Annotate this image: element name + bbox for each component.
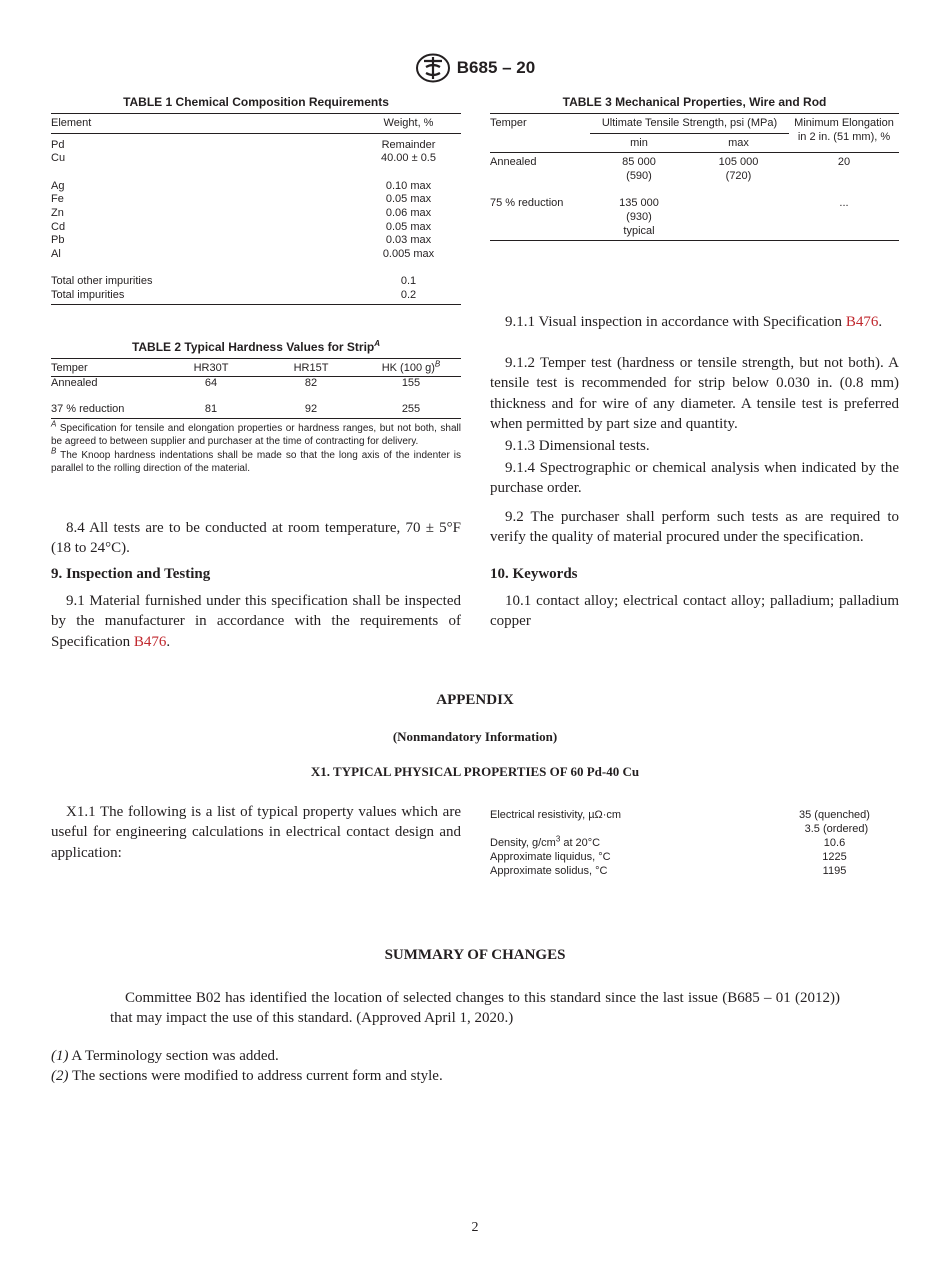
table-cell: Remainder xyxy=(381,138,436,151)
cell-line: typical xyxy=(623,224,655,237)
table-1 xyxy=(51,95,461,305)
summary-item-2 xyxy=(51,1066,461,1086)
paragraph-text: . xyxy=(878,314,883,330)
property-value: 1225 xyxy=(822,850,847,863)
footnote-text: Specification for tensile and elongation properties or hardness ranges, but not both, shall be agreed to between supplier and purchaser at the time of contracting for delivery. xyxy=(51,422,461,448)
physical-properties-list xyxy=(490,809,899,879)
footnote-marker: A xyxy=(51,419,57,429)
column-header: HR15T xyxy=(293,362,329,374)
table-cell: 0.05 max xyxy=(385,220,432,233)
table-2-caption xyxy=(51,340,461,354)
item-number: (1) xyxy=(51,1048,69,1064)
table-row xyxy=(51,133,461,152)
table-cell: 37 % reduction xyxy=(51,403,125,416)
table-row xyxy=(490,153,899,184)
astm-logo-icon xyxy=(415,53,451,83)
table-cell: Zn xyxy=(51,206,64,219)
paragraph-text: 9.1 Material furnished under this specification shall be inspected by the manufacturer in accordance with the requirements of Specification xyxy=(51,593,461,650)
column-header: HR30T xyxy=(193,362,229,374)
section-9-1-3: 9.1.3 Dimensional tests. xyxy=(505,438,650,454)
table-cell: 0.03 max xyxy=(385,234,432,247)
cell-line: (720) xyxy=(725,169,752,182)
table-row xyxy=(51,248,461,262)
section-x1-1: X1.1 The following is a list of typical property values which are useful for engineering calculations in electrical contact design and application: xyxy=(51,804,461,861)
table-2 xyxy=(51,340,461,476)
cell-line: 85 000 xyxy=(622,156,656,169)
heading-keywords: 10. Keywords xyxy=(490,566,578,582)
table-row xyxy=(51,166,461,194)
footnote-marker: A xyxy=(374,339,381,348)
table-cell xyxy=(688,183,789,240)
property-label xyxy=(490,834,770,851)
table-cell: 20 xyxy=(837,156,851,169)
table-cell: Total impurities xyxy=(51,288,125,301)
property-value: 35 (quenched) xyxy=(799,809,870,821)
table-cell: 0.06 max xyxy=(385,206,432,219)
table-cell: Total other impurities xyxy=(51,275,153,288)
section-9-2: 9.2 The purchaser shall perform such tests as are required to verify the quality of material procured under the specification. xyxy=(490,509,899,546)
list-item xyxy=(490,851,899,865)
column-subheader: min xyxy=(630,136,648,149)
summary-intro: Committee B02 has identified the location of selected changes to this standard since the last issue (B685 – 01 (2012)) that may impact the use of this standard. (Approved April 1, 2020.) xyxy=(110,990,840,1027)
table-row xyxy=(51,152,461,166)
table-1-caption: TABLE 1 Chemical Composition Requirements xyxy=(123,95,389,109)
table-header-row xyxy=(51,359,461,377)
table-cell xyxy=(590,183,688,240)
table-3-caption: TABLE 3 Mechanical Properties, Wire and Rod xyxy=(562,95,827,109)
table-cell xyxy=(688,153,789,184)
page-header xyxy=(0,52,950,84)
table-row xyxy=(51,390,461,418)
table-cell: 81 xyxy=(204,403,218,416)
list-item xyxy=(490,865,899,879)
table-row xyxy=(490,183,899,240)
table-cell: Al xyxy=(51,247,61,260)
table-row xyxy=(51,234,461,248)
spec-link-b476[interactable]: B476 xyxy=(133,633,167,650)
section-9-1-1 xyxy=(490,312,899,332)
table-cell: 0.10 max xyxy=(385,179,432,192)
property-label: Electrical resistivity, µΩ·cm xyxy=(490,809,622,821)
table-cell: Annealed xyxy=(51,376,98,389)
appendix-title: APPENDIX xyxy=(436,692,514,708)
item-text: A Terminology section was added. xyxy=(68,1048,279,1064)
table-cell: 0.1 xyxy=(400,275,417,288)
superscript: 3 xyxy=(555,834,561,844)
table-row xyxy=(51,221,461,235)
table-row xyxy=(51,261,461,289)
table-cell: Ag xyxy=(51,179,65,192)
table-header-row xyxy=(490,114,899,134)
table-cell: 255 xyxy=(401,403,421,416)
section-8-4: 8.4 All tests are to be conducted at room temperature, 70 ± 5°F (18 to 24°C). xyxy=(51,520,461,557)
property-value: 3.5 (ordered) xyxy=(804,822,869,835)
column-header: Element xyxy=(51,117,92,129)
cell-line: (930) xyxy=(626,210,652,223)
list-item xyxy=(490,834,899,851)
column-header: Ultimate Tensile Strength, psi (MPa) xyxy=(590,114,789,134)
list-item xyxy=(490,823,899,837)
property-label xyxy=(490,823,762,837)
table-cell: Cd xyxy=(51,220,66,233)
spec-link-b476[interactable]: B476 xyxy=(845,314,879,330)
table-row xyxy=(51,193,461,207)
property-label: Approximate solidus, °C xyxy=(490,864,608,877)
item-number: (2) xyxy=(51,1068,69,1084)
table-cell: 0.2 xyxy=(400,288,417,301)
paragraph-text: 9.1.1 Visual inspection in accordance with Specification xyxy=(505,314,843,330)
table-2-footnote-a xyxy=(51,419,461,449)
table-cell: 155 xyxy=(401,376,421,389)
table-row xyxy=(51,207,461,221)
footnote-marker: B xyxy=(51,446,57,456)
item-text: The sections were modified to address current form and style. xyxy=(68,1068,443,1084)
heading-inspection-and-testing: 9. Inspection and Testing xyxy=(51,566,211,582)
table-cell: 82 xyxy=(304,376,318,389)
property-label-text: Density, g/cm xyxy=(490,836,556,849)
paragraph-text: . xyxy=(166,633,171,650)
section-9-1 xyxy=(51,591,461,652)
table-cell: Annealed xyxy=(490,156,537,169)
appendix-x1-title: X1. TYPICAL PHYSICAL PROPERTIES OF 60 Pd-40 Cu xyxy=(310,764,640,779)
table-row xyxy=(51,289,461,304)
table-2-caption-text: TABLE 2 Typical Hardness Values for Strip xyxy=(131,340,375,354)
property-value: 10.6 xyxy=(823,836,846,849)
footnote-marker: B xyxy=(434,359,441,369)
table-cell xyxy=(590,153,688,184)
column-header: Temper xyxy=(490,117,527,129)
table-cell: ... xyxy=(839,197,849,210)
table-cell: Cu xyxy=(51,152,66,165)
table-header-row xyxy=(51,114,461,134)
table-2-footnote-b xyxy=(51,446,461,476)
table-3 xyxy=(490,95,899,241)
table-3-grid xyxy=(490,113,899,241)
list-item xyxy=(490,809,899,823)
table-cell: 92 xyxy=(304,403,318,416)
property-value: 1195 xyxy=(822,864,847,877)
table-cell: 0.05 max xyxy=(385,193,432,206)
column-header xyxy=(361,359,461,377)
table-cell: 0.005 max xyxy=(382,247,435,260)
footnote-text: The Knoop hardness indentations shall be made so that the long axis of the indenter is parallel to the rolling direction of the material. xyxy=(51,449,461,475)
table-2-grid xyxy=(51,358,461,419)
cell-line: 105 000 xyxy=(718,156,759,169)
property-label-text: at 20°C xyxy=(560,836,601,849)
section-10-1: 10.1 contact alloy; electrical contact alloy; palladium; palladium copper xyxy=(490,593,899,630)
table-cell: Pd xyxy=(51,138,65,151)
table-cell: Pb xyxy=(51,234,65,247)
section-9-1-2: 9.1.2 Temper test (hardness or tensile strength, but not both). A tensile test is recommended for strip below 0.030 in. (0.8 mm) thickness and for wire of any diameter. A tensile test is preferred when permitted by part size and quantity. xyxy=(490,355,899,432)
property-label: Approximate liquidus, °C xyxy=(490,850,611,863)
column-header: Temper xyxy=(51,362,88,374)
column-header-text: HK (100 g) xyxy=(381,362,435,374)
appendix-subtitle: (Nonmandatory Information) xyxy=(392,729,558,744)
table-cell: 40.00 ± 0.5 xyxy=(381,152,436,165)
cell-line: 135 000 xyxy=(619,197,659,210)
summary-item-1 xyxy=(51,1046,461,1066)
page-number: 2 xyxy=(471,1220,479,1235)
summary-title: SUMMARY OF CHANGES xyxy=(384,947,566,963)
table-cell: 75 % reduction xyxy=(490,197,564,210)
section-9-1-4: 9.1.4 Spectrographic or chemical analysis when indicated by the purchase order. xyxy=(490,460,899,497)
column-header: Weight, % xyxy=(383,117,434,129)
table-cell: Fe xyxy=(51,193,64,206)
table-1-grid xyxy=(51,113,461,305)
table-cell: 64 xyxy=(204,376,218,389)
table-row xyxy=(51,376,461,390)
cell-line: (590) xyxy=(626,169,652,182)
column-header: Minimum Elongation in 2 in. (51 mm), % xyxy=(794,117,894,143)
column-subheader: max xyxy=(728,136,749,149)
document-designation: B685 – 20 xyxy=(456,58,536,77)
